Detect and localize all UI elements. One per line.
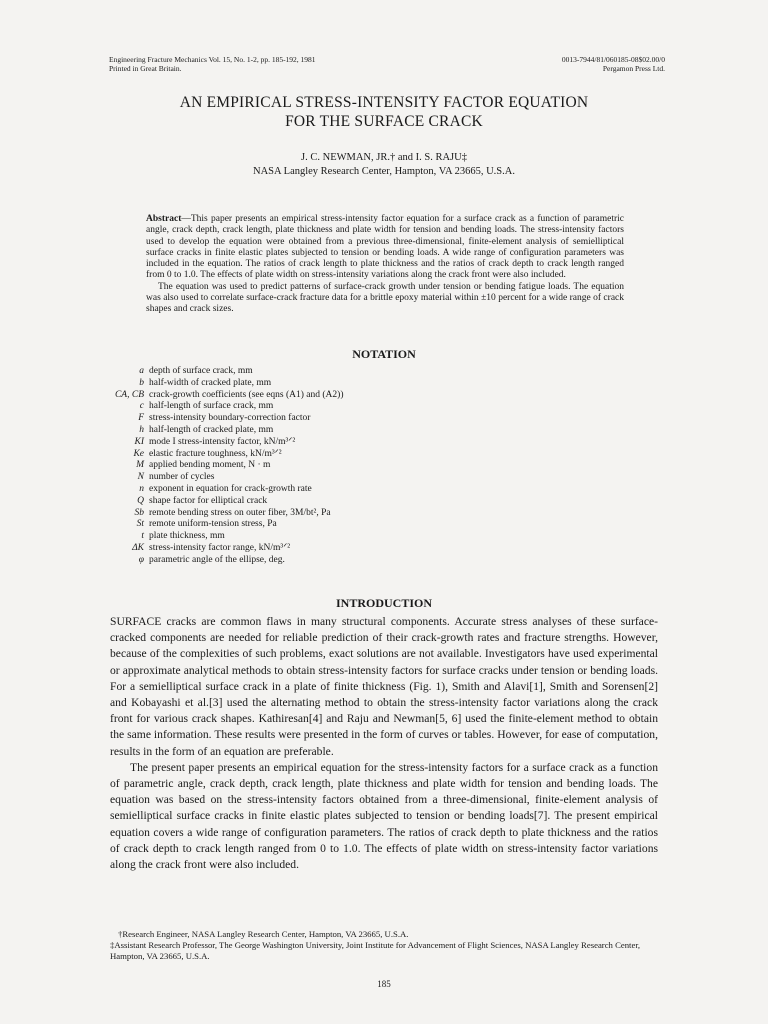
notation-definition: elastic fracture toughness, kN/m³ᐟ² [149,448,282,459]
abstract-text-1: —This paper presents an empirical stress-intensity factor equation for a surface crack as a function of parametric angle, crack depth, crack length, plate thickness and plate width for tension and bending loads. The stress-intensity factors used to develop the equation were obtained from a previous three-dimensional, finite-element analysis of semielliptical surface cracks in finite elastic plates subjected to tension or bending loads. A wide range of configuration parameters was included in the equation. The ratios of crack length to plate thickness and the ratios of crack depth to crack length ranged from 0 to 1.0. The effects of plate width on stress-intensity variations along the crack front were also included. [146,214,624,281]
notation-symbol: h [139,424,144,435]
notation-symbol: c [139,401,144,412]
affiliation: NASA Langley Research Center, Hampton, VA 23665, U.S.A. [253,165,515,177]
notation-symbol: Q [137,495,144,506]
notation-definition: crack-growth coefficients (see eqns (A1) and (A2)) [149,389,344,400]
notation-definition: remote uniform-tension stress, Pa [149,519,277,530]
notation-definition: stress-intensity boundary-correction factor [149,413,311,424]
notation-item [100,496,344,508]
notation-definition: plate thickness, mm [149,531,225,542]
notation-definition: mode I stress-intensity factor, kN/m³ᐟ² [149,436,296,447]
notation-item [100,508,344,520]
notation-definition: exponent in equation for crack-growth rate [149,483,312,494]
notation-definition: remote bending stress on outer fiber, 3M/bt², Pa [149,507,331,518]
abstract-label: Abstract [146,214,182,224]
notation-definition: half-width of cracked plate, mm [149,377,272,388]
printed-line: Printed in Great Britain. [109,64,182,73]
author-block [0,151,768,178]
notation-symbol: St [136,519,144,530]
notation-symbol: N [137,472,144,483]
notation-symbol: CA, CB [114,389,144,400]
notation-symbol: a [139,366,144,376]
notation-definition: shape factor for elliptical crack [149,495,268,506]
footnote-1: †Research Engineer, NASA Langley Research Center, Hampton, VA 23665, U.S.A. [118,929,409,939]
intro-paragraph-2: The present paper presents an empirical equation for the stress-intensity factors for a surface crack as a function of parametric angle, crack depth, crack length, plate thickness and plate width for tension and bending loads. The equation was based on the stress-intensity factors obtained from a three-dimensional, finite-element analysis of semielliptical surface cracks in finite elastic plates subjected to tension or bending loads[7]. The present empirical equation covers a wide range of configuration parameters. The ratios of crack depth to plate thickness and the ratios of crack depth to crack length ranged from 0 to 1.0. The effects of plate width on stress-intensity factor variations along the crack front were also included. [110,760,658,872]
notation-symbol: n [139,483,144,494]
abstract-paragraph-2: The equation was used to predict patterns of surface-crack growth under tension or bending fatigue loads. The equation was also used to correlate surface-crack fracture data for a brittle epoxy material within ±10 percent for a wide range of crack shapes and crack sizes. [146,281,624,315]
notation-definition: applied bending moment, N · m [149,460,271,471]
notation-item [100,425,344,437]
notation-symbol: Ke [133,448,144,459]
notation-symbol: t [141,531,144,542]
notation-definition: number of cycles [149,472,215,483]
notation-symbol: KI [134,436,144,447]
notation-definition: half-length of surface crack, mm [149,401,274,412]
notation-item [100,519,344,531]
abstract-paragraph-1 [146,214,624,282]
notation-item [100,366,344,378]
footnotes [110,929,658,961]
notation-item [100,472,344,484]
notation-list [100,366,344,567]
intro-paragraph-1: SURFACE cracks are common flaws in many structural components. Accurate stress analyses of these surface-cracked components are needed for reliable prediction of their crack-growth rates and fracture strengths. However, because of the complexities of such problems, exact solutions are not available. Investigators have used experimental or approximate analytical methods to obtain stress-intensity factors for surface cracks under tension or bending loads. For a semielliptical surface crack in a plate of finite thickness (Fig. 1), Smith and Alavi[1], Smith and Sorensen[2] and Kobayashi et al.[3] used the alternating method to obtain the stress-intensity factor variations along the crack front for various crack shapes. Kathiresan[4] and Raju and Newman[5, 6] used the finite-element method to obtain the same information. These results were presented in the form of curves or tables. However, for ease of computation, results in the form of an equation are preferable. [110,615,658,758]
journal-line: Engineering Fracture Mechanics Vol. 15, No. 1-2, pp. 185-192, 1981 [109,55,316,64]
notation-symbol: F [138,413,144,424]
journal-citation [109,55,316,73]
introduction-heading: INTRODUCTION [335,596,432,610]
issn-code: 0013-7944/81/060185-08$02.00/0 [561,55,665,64]
publisher-name: Pergamon Press Ltd. [602,64,665,73]
notation-definition: depth of surface crack, mm [149,366,253,376]
title-line-2: FOR THE SURFACE CRACK [285,112,483,130]
notation-symbol: ΔK [132,542,144,553]
abstract [146,214,624,316]
title-line-1: AN EMPIRICAL STRESS-INTENSITY FACTOR EQUATION [179,94,589,111]
notation-item [100,413,344,425]
notation-heading: NOTATION [352,347,416,361]
notation-item [100,460,344,472]
paper-title [0,94,768,131]
notation-symbol: M [136,460,144,471]
notation-symbol: Sb [134,507,144,518]
footnote-2: ‡Assistant Research Professor, The George Washington University, Joint Institute for Advancement of Flight Sciences, NASA Langley Research Center, Hampton, VA 23665, U.S.A. [110,939,641,961]
authors: J. C. NEWMAN, JR.† and I. S. RAJU‡ [301,152,467,163]
notation-item [100,449,344,461]
notation-item [100,401,344,413]
notation-item [100,555,344,567]
notation-item [100,390,344,402]
notation-definition: parametric angle of the ellipse, deg. [149,554,285,565]
notation-definition: stress-intensity factor range, kN/m³ᐟ² [149,542,291,553]
notation-item [100,531,344,543]
introduction-body [110,614,658,873]
notation-item [100,484,344,496]
publisher-code [562,55,665,73]
notation-item [100,543,344,555]
notation-symbol: b [139,377,144,388]
notation-item [100,378,344,390]
page-number: 185 [377,979,391,989]
notation-symbol: φ [138,554,144,565]
notation-definition: half-length of cracked plate, mm [149,424,274,435]
notation-item [100,437,344,449]
